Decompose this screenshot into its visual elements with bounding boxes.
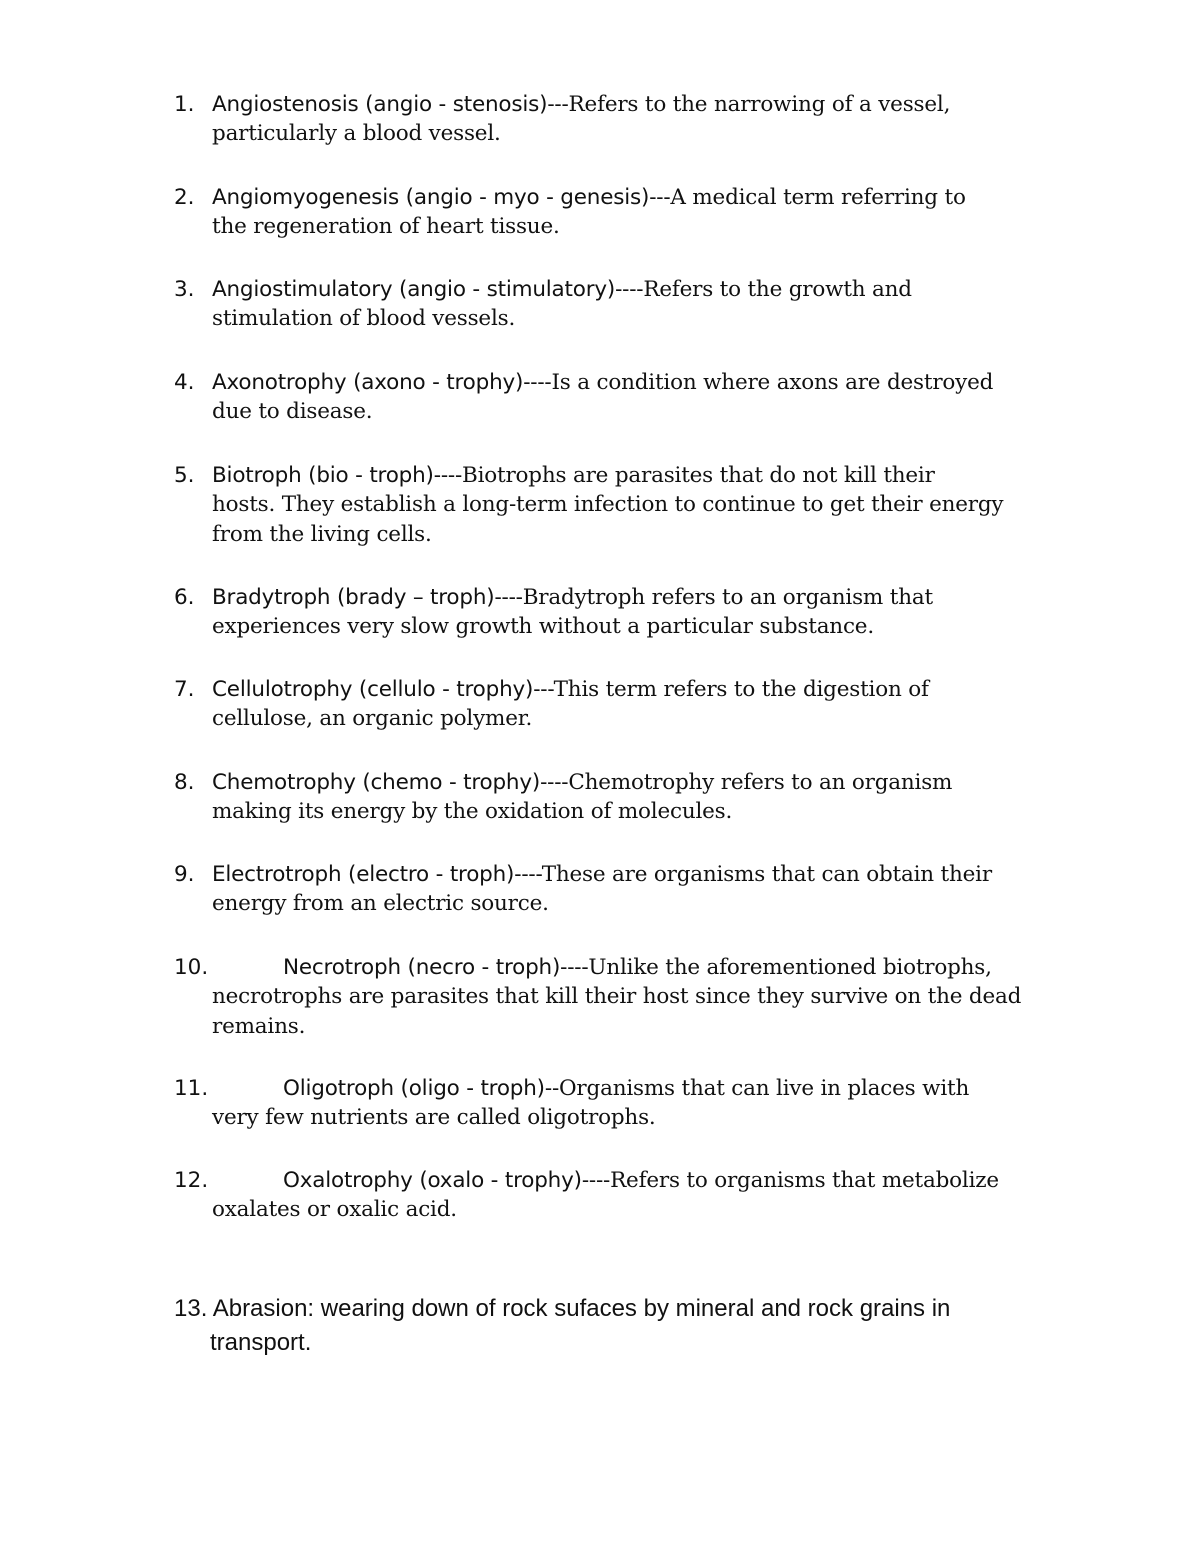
item-continuation: very few nutrients are called oligotrophs. [212,1105,656,1130]
item-definition: ---A medical term referring to [649,185,966,210]
item-number: 3. [174,277,195,302]
list-item [174,767,1074,827]
item-continuation: due to disease. [212,399,373,424]
item-number: 4. [174,370,195,395]
item-continuation: experiences very slow growth without a particular substance. [212,614,874,639]
item-continuation: from the living cells. [212,522,432,547]
item-first-line [174,367,1074,397]
item-continuation: particularly a blood vessel. [212,121,501,146]
list-item [174,1165,1074,1225]
item-first-line [174,674,1074,704]
item-term: Oxalotrophy (oxalo - trophy) [283,1168,582,1193]
item-term: Axonotrophy (axono - trophy) [212,370,524,395]
item-term: Oligotroph (oligo - troph) [283,1076,545,1101]
item-first-line [174,1165,1074,1195]
list-item [174,367,1074,427]
item-number: 6. [174,585,195,610]
item-term: Electrotroph (electro - troph) [212,862,515,887]
item-definition: ---This term refers to the digestion of [533,677,929,702]
list-item [174,582,1074,642]
item-definition: ----Unlike the aforementioned biotrophs, [560,955,992,980]
item-number: 11. [174,1076,209,1101]
item-first-line [174,89,1074,119]
item-first-line [174,460,1074,490]
item-continuation: hosts. They establish a long-term infection to continue to get their energy [212,492,1004,517]
item-first-line [174,1073,1074,1103]
item-definition: ----Biotrophs are parasites that do not kill their [433,463,935,488]
list-item [174,460,1074,550]
item-number: 9. [174,862,195,887]
item-definition: ---Refers to the narrowing of a vessel, [547,92,951,117]
item-continuation: making its energy by the oxidation of molecules. [212,799,733,824]
item-continuation: stimulation of blood vessels. [212,306,516,331]
item-continuation: energy from an electric source. [212,891,549,916]
item-term: Cellulotrophy (cellulo - trophy) [212,677,534,702]
item-continuation: cellulose, an organic polymer. [212,706,533,731]
item-first-line [174,952,1074,982]
list-item-abrasion [174,1292,1094,1360]
item-number: 1. [174,92,195,117]
item-number: 10. [174,955,209,980]
item-term: Chemotrophy (chemo - trophy) [212,770,541,795]
item-first-line [174,274,1074,304]
item-term: Angiomyogenesis (angio - myo - genesis) [212,185,650,210]
item-number: 8. [174,770,195,795]
item-continuation: remains. [212,1014,306,1039]
item-continuation: the regeneration of heart tissue. [212,214,560,239]
item-continuation: transport. [210,1329,312,1356]
item-definition: ----Bradytroph refers to an organism that [494,585,933,610]
list-item [174,952,1074,1042]
item-first-line [174,767,1074,797]
item-continuation: oxalates or oxalic acid. [212,1197,457,1222]
list-item [174,182,1074,242]
item-number: 7. [174,677,195,702]
item-first-line: 13. Abrasion: wearing down of rock sufaces by mineral and rock grains in [174,1295,951,1322]
item-term: Bradytroph (brady – troph) [212,585,495,610]
item-definition: ----Refers to organisms that metabolize [581,1168,999,1193]
list-item [174,1073,1074,1133]
item-number: 5. [174,463,195,488]
item-definition: ----These are organisms that can obtain their [514,862,992,887]
item-number: 2. [174,185,195,210]
item-term: Necrotroph (necro - troph) [283,955,561,980]
item-definition: ----Refers to the growth and [615,277,912,302]
item-first-line [174,182,1074,212]
item-first-line [174,582,1074,612]
list-item [174,274,1074,334]
list-item [174,89,1074,149]
item-number: 12. [174,1168,209,1193]
item-term: Angiostenosis (angio - stenosis) [212,92,548,117]
item-term: Biotroph (bio - troph) [212,463,434,488]
item-term: Angiostimulatory (angio - stimulatory) [212,277,616,302]
item-definition: ----Is a condition where axons are destroyed [523,370,994,395]
list-item [174,674,1074,734]
list-item [174,859,1074,919]
item-definition: ----Chemotrophy refers to an organism [540,770,953,795]
item-continuation: necrotrophs are parasites that kill their host since they survive on the dead [212,984,1022,1009]
item-first-line [174,859,1074,889]
item-definition: --Organisms that can live in places with [544,1076,970,1101]
